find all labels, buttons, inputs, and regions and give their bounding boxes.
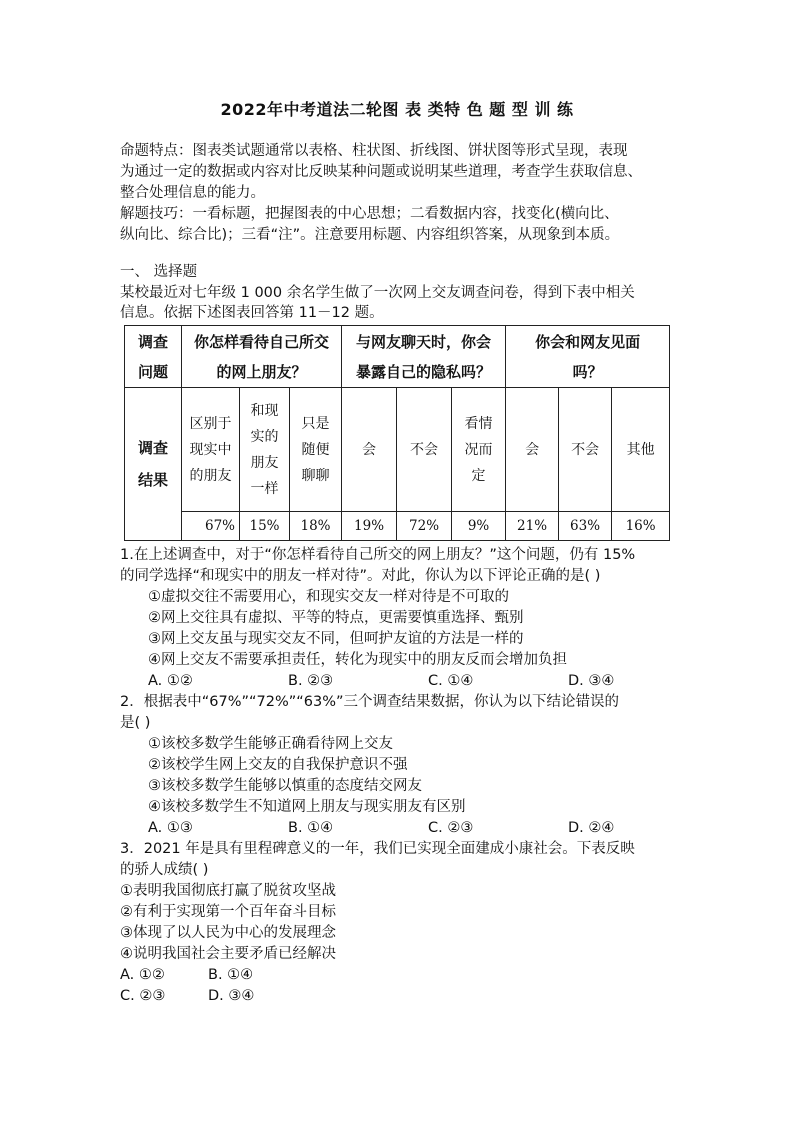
percent-cell: 72% [397, 512, 452, 541]
intro-line: 命题特点：图表类试题通常以表格、柱状图、折线图、饼状图等形式呈现，表现 [120, 143, 628, 159]
intro-line: 解题技巧：一看标题，把握图表的中心思想；二看数据内容，找变化(横向比、 [120, 206, 619, 222]
question-item: ①虚拟交往不需要用心，和现实交友一样对待是不可取的 [148, 589, 509, 605]
percent-cell: 15% [240, 512, 290, 541]
question-stem: 3．2021 年是具有里程碑意义的一年，我们已实现全面建成小康社会。下表反映 [120, 841, 635, 857]
question-item: ②该校学生网上交友的自我保护意识不强 [148, 757, 408, 773]
percent-cell: 16% [612, 512, 670, 541]
percent-cell: 19% [342, 512, 397, 541]
question-stem: 1.在上述调查中，对于“你怎样看待自己所交的网上朋友？”这个问题，仍有 15% [120, 547, 636, 563]
question-item: ④该校多数学生不知道网上朋友与现实朋友有区别 [148, 799, 466, 815]
page-title: 2022年中考道法二轮图 表 类特 色 题 型 训 练 [220, 100, 574, 119]
question-item: ①表明我国彻底打赢了脱贫攻坚战 [120, 883, 336, 899]
question-stem: 是( ) [120, 715, 151, 731]
answer-option: C. ①④ [428, 673, 474, 689]
percent-cell: 18% [290, 512, 342, 541]
intro-line: 纵向比、综合比)；三看“注”。注意要用标题、内容组织答案，从现象到本质。 [120, 227, 620, 243]
answer-option: A. ①③ [148, 820, 193, 836]
percent-cell: 21% [506, 512, 559, 541]
answer-cell: 只是 随便 聊聊 [290, 388, 342, 512]
answer-cell: 区别于 现实中 的朋友 [182, 388, 240, 512]
answer-cell: 其他 [612, 388, 670, 512]
answer-option: B. ①④ [288, 820, 334, 836]
question-item: ②网上交往具有虚拟、平等的特点，更需要慎重选择、甄别 [148, 610, 524, 626]
question-stem: 2．根据表中“67%”“72%”“63%”三个调查结果数据，你认为以下结论错误的 [120, 694, 619, 710]
question-cell: 你怎样看待自己所交 的网上朋友？ [182, 326, 342, 388]
answer-option: C. ②③ [428, 820, 474, 836]
answer-option: D. ②④ [568, 820, 615, 836]
answer-cell: 不会 [397, 388, 452, 512]
question-item: ①该校多数学生能够正确看待网上交友 [148, 736, 393, 752]
row-label-question: 调查 问题 [125, 326, 182, 388]
survey-table [124, 325, 670, 541]
answer-option: B. ①④ [208, 967, 254, 983]
question-item: ③该校多数学生能够以慎重的态度结交网友 [148, 778, 422, 794]
section-lead: 信息。依据下述图表回答第 11－12 题。 [120, 305, 384, 321]
question-cell: 你会和网友见面 吗？ [506, 326, 670, 388]
question-stem: 的骄人成绩( ) [120, 862, 209, 878]
question-item: ③网上交友虽与现实交友不同，但呵护友谊的方法是一样的 [148, 631, 524, 647]
percent-cell: 9% [452, 512, 506, 541]
question-item: ②有利于实现第一个百年奋斗目标 [120, 904, 336, 920]
intro-line: 为通过一定的数据或内容对比反映某种问题或说明某些道理，考查学生获取信息、 [120, 164, 642, 180]
answer-option: D. ③④ [568, 673, 615, 689]
percent-cell: 63% [559, 512, 612, 541]
question-item: ④说明我国社会主要矛盾已经解决 [120, 946, 336, 962]
percent-cell: 67% [182, 512, 240, 541]
question-cell: 与网友聊天时，你会 暴露自己的隐私吗？ [342, 326, 506, 388]
answer-cell: 看情 况而 定 [452, 388, 506, 512]
row-label-result: 调查 结果 [125, 388, 182, 541]
answer-option: D. ③④ [208, 988, 255, 1004]
answer-option: A. ①② [148, 673, 193, 689]
answer-option: B. ②③ [288, 673, 334, 689]
section-heading: 一、 选择题 [120, 264, 198, 280]
answer-option: A. ①② [120, 967, 165, 983]
intro-line: 整合处理信息的能力。 [120, 185, 265, 201]
answer-option: C. ②③ [120, 988, 166, 1004]
section-lead: 某校最近对七年级 1 000 余名学生做了一次网上交友调查问卷，得到下表中相关 [120, 285, 635, 301]
question-item: ③体现了以人民为中心的发展理念 [120, 925, 336, 941]
question-stem: 的同学选择“和现实中的朋友一样对待”。对此，你认为以下评论正确的是( ) [120, 568, 601, 584]
question-item: ④网上交友不需要承担责任，转化为现实中的朋友反而会增加负担 [148, 652, 567, 668]
answer-cell: 会 [506, 388, 559, 512]
answer-cell: 会 [342, 388, 397, 512]
answer-cell: 和现 实的 朋友 一样 [240, 388, 290, 512]
answer-cell: 不会 [559, 388, 612, 512]
